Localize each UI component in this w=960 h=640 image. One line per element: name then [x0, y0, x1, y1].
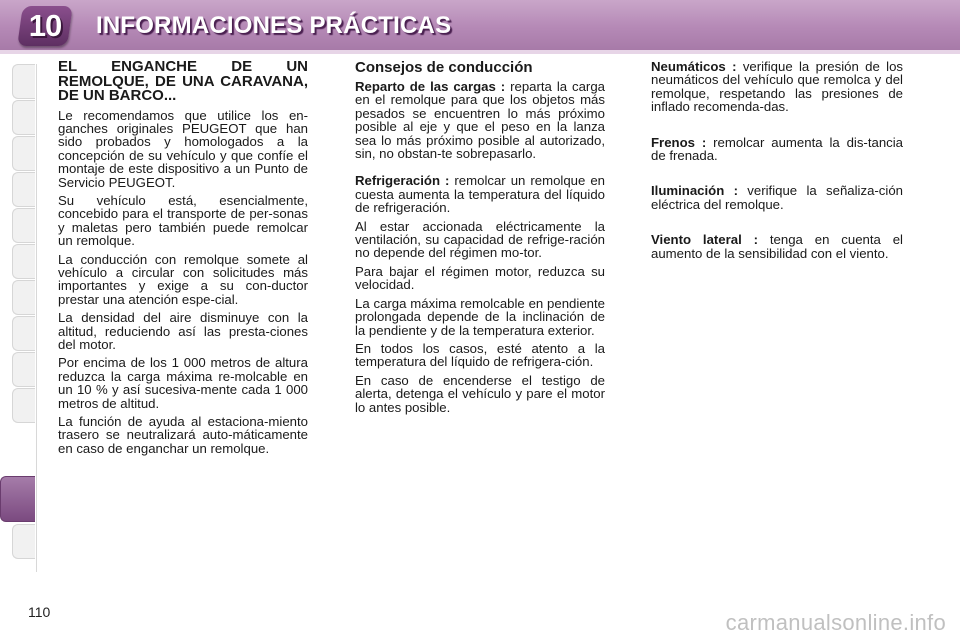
chapter-tabs [0, 64, 37, 572]
column-driving-advice [355, 60, 605, 419]
brakes-text: remolcar aumenta la dis-tancia de frenada. [651, 134, 904, 164]
paragraph-lighting [651, 184, 903, 211]
chapter-tab-8[interactable] [12, 316, 35, 351]
chapter-tab-1[interactable] [12, 64, 35, 99]
chapter-tab-2[interactable] [12, 100, 35, 135]
chapter-tab-5[interactable] [12, 208, 35, 243]
chapter-tab-6[interactable] [12, 244, 35, 279]
chapter-number: 10 [28, 8, 62, 43]
paragraph: Por encima de los 1 000 metros de altura reduzca la carga máxima re-molcable en un 10 % y así sucesiva-mente cada 1 000 metros de altitud. [58, 355, 308, 411]
paragraph-tyres [651, 60, 903, 114]
chapter-tab-active[interactable] [0, 476, 35, 522]
column-checks [651, 60, 903, 265]
paragraph: Al estar accionada eléctricamente la ventilación, su capacidad de refrige-ración no depende del régimen mo-tor. [355, 218, 605, 261]
cooling-label: Refrigeración : [355, 173, 450, 189]
chapter-tab-10[interactable] [12, 388, 35, 423]
paragraph: La conducción con remolque somete al vehículo a circular con solicitudes más importantes y exige a su con-ductor prestar una atención espe-cial. [58, 251, 308, 307]
column-towing-intro [58, 60, 308, 460]
chapter-tab-12[interactable] [12, 524, 35, 559]
paragraph-cooling [355, 174, 605, 214]
paragraph: Para bajar el régimen motor, reduzca su velocidad. [355, 263, 605, 293]
section-heading-towing: EL ENGANCHE DE UN REMOLQUE, DE UNA CARAVANA, DE UN BARCO... [58, 58, 308, 104]
paragraph: Le recomendamos que utilice los en-ganches originales PEUGEOT que han sido probados y homologados a la concepción de su vehículo y que confíe el montaje de este dispositivo a un Punto de Servicio PEUGEOT. [58, 107, 308, 190]
cooling-text: remolcar un remolque en cuesta aumenta la temperatura del líquido de refrigeración. [355, 173, 605, 216]
tyres-text: verifique la presión de los neumáticos del vehículo que remolca y del remolque, respetando las presiones de inflado recomenda-das. [651, 59, 904, 115]
paragraph: En caso de encenderse el testigo de alerta, detenga el vehículo y pare el motor lo antes posible. [355, 372, 605, 415]
page-number: 110 [28, 604, 51, 620]
paragraph: La función de ayuda al estaciona-miento trasero se neutralizará auto-máticamente en caso de enganchar un remolque. [58, 414, 308, 456]
section-heading-driving-advice: Consejos de conducción [355, 59, 533, 76]
lighting-label: Iluminación : [651, 183, 738, 199]
brakes-label: Frenos : [651, 134, 707, 150]
paragraph: Su vehículo está, esencialmente, concebido para el transporte de per-sonas y maletas pero también puede remolcar un remolque. [58, 192, 308, 249]
side-wind-label: Viento lateral : [651, 232, 759, 248]
paragraph: En todos los casos, esté atento a la temperatura del líquido de refrigera-ción. [355, 340, 605, 370]
chapter-tab-3[interactable] [12, 136, 35, 171]
load-distribution-text: reparta la carga en el remolque para que los objetos más pesados se encuentren lo más próximo posible al eje y que el peso en la lanza sea lo más próximo posible al autorizado, sin, no obstan-te sobrepasarlo. [355, 79, 605, 162]
header-divider [0, 50, 960, 54]
paragraph-load-distribution [355, 80, 605, 160]
lighting-text: verifique la señaliza-ción eléctrica del remolque. [651, 183, 903, 212]
chapter-tab-7[interactable] [12, 280, 35, 315]
chapter-tab-4[interactable] [12, 172, 35, 207]
paragraph: La densidad del aire disminuye con la altitud, reduciendo así las presta-ciones del motor. [58, 310, 308, 352]
paragraph-side-wind [651, 233, 903, 260]
paragraph: La carga máxima remolcable en pendiente prolongada depende de la inclinación de la pendiente y de la temperatura exterior. [355, 295, 605, 338]
page-title: INFORMACIONES PRÁCTICAS [96, 12, 452, 39]
paragraph-brakes [651, 136, 903, 163]
chapter-tab-9[interactable] [12, 352, 35, 387]
tyres-label: Neumáticos : [651, 59, 737, 74]
side-wind-text: tenga en cuenta el aumento de la sensibilidad con el viento. [651, 232, 903, 261]
watermark: carmanualsonline.info [725, 610, 946, 635]
load-distribution-label: Reparto de las cargas : [355, 79, 506, 94]
